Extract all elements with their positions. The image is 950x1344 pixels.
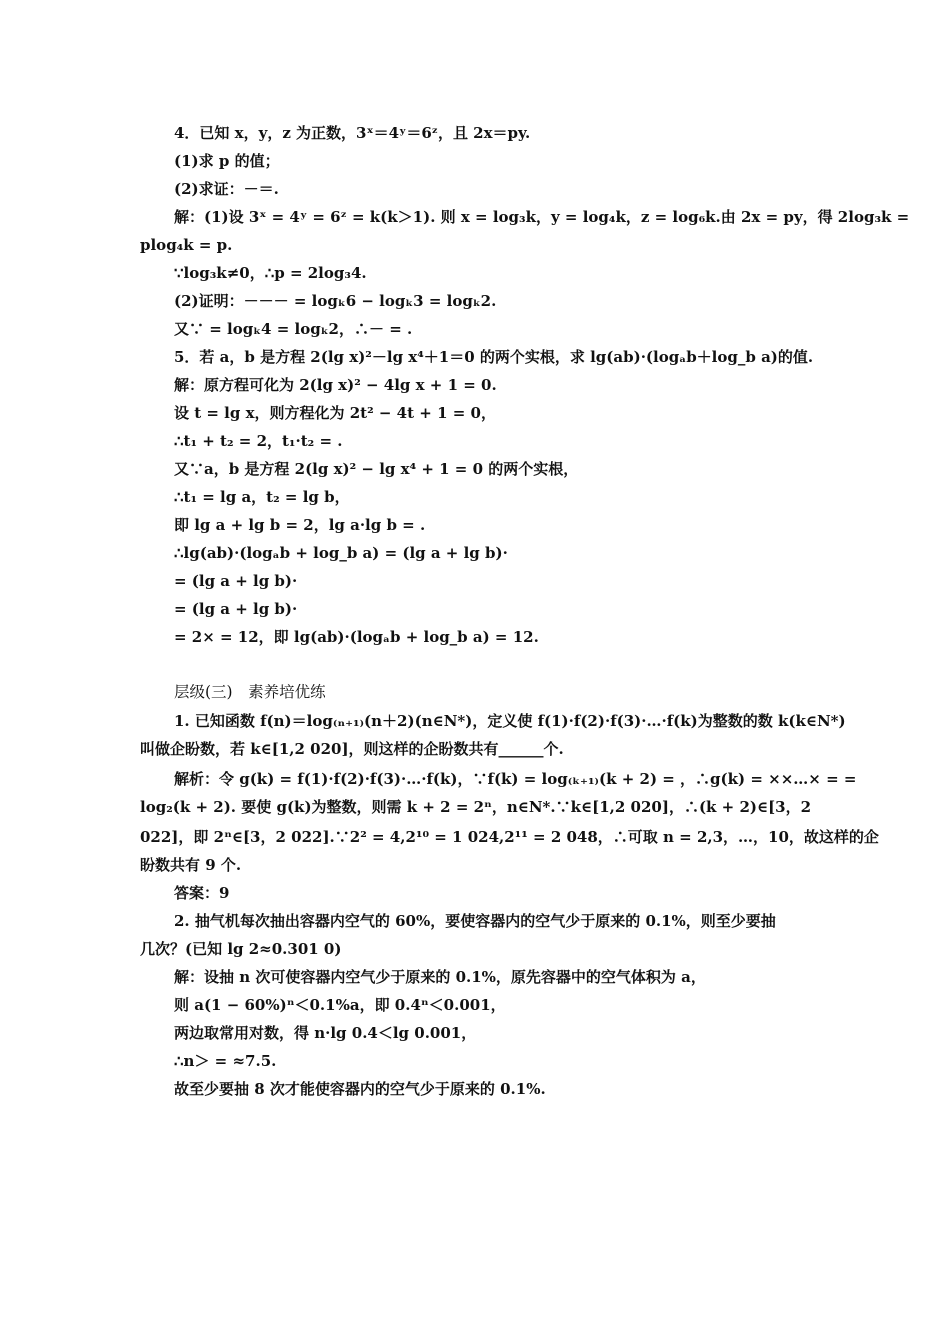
problem-1-stem: 叫做企盼数，若 k∈[1,2 020]，则这样的企盼数共有______个. [140,740,564,758]
problem-2-stem: 几次？(已知 lg 2≈0.301 0) [140,940,342,958]
question-4-solution-line: 又∵ = logₖ4 = logₖ2，∴－ = . [174,320,413,338]
question-5-solution-line: ∴t₁ = lg a，t₂ = lg b， [174,488,350,506]
question-4-solution-line: plog₄k = p. [140,236,233,254]
problem-1-solution-line: 盼数共有 9 个. [140,856,242,874]
question-5-solution-line: 又∵a，b 是方程 2(lg x)² − lg x⁴ + 1 = 0 的两个实根， [174,460,579,478]
question-5-solution-line: 即 lg a + lg b = 2，lg a·lg b = . [174,516,426,534]
question-5-solution-line: = (lg a + lg b)· [174,572,298,590]
problem-2-solution-line: 故至少要抽 8 次才能使容器内的空气少于原来的 0.1%. [174,1080,546,1098]
question-4-part-2: (2)求证：－＝. [174,180,279,198]
question-5-solution-line: ∴t₁ + t₂ = 2，t₁·t₂ = . [174,432,343,450]
problem-1-solution-line: 022]，即 2ⁿ∈[3，2 022].∵2² = 4,2¹⁰ = 1 024,2¹¹ = 2 048，∴可取 n = 2,3，…，10，故这样的企 [140,828,879,846]
question-4-solution-line: (2)证明：－－－ = logₖ6 − logₖ3 = logₖ2. [174,292,497,310]
question-5-solution-line: 设 t = lg x，则方程化为 2t² − 4t + 1 = 0， [174,404,496,422]
question-5-solution-line: 解：原方程可化为 2(lg x)² − 4lg x + 1 = 0. [174,376,497,394]
section-heading: 层级(三) 素养培优练 [174,683,326,701]
question-4-solution-line: ∵log₃k≠0，∴p = 2log₃4. [174,264,367,282]
question-4-stem: 4．已知 x，y，z 为正数，3ˣ＝4ʸ＝6ᶻ，且 2x＝py. [174,124,531,142]
problem-1-solution-line: 解析：令 g(k) = f(1)·f(2)·f(3)·…·f(k)，∵f(k) = log₍ₖ₊₁₎(k + 2) = ，∴g(k) = ××…× = = [174,770,857,788]
question-4-part-1: (1)求 p 的值； [174,152,280,170]
question-5-solution-line: ∴lg(ab)·(logₐb + log_b a) = (lg a + lg b)· [174,544,508,562]
question-5-stem: 5．若 a，b 是方程 2(lg x)²－lg x⁴＋1＝0 的两个实根，求 lg(ab)·(logₐb＋log_b a)的值. [174,348,814,366]
problem-1-answer: 答案：9 [174,884,230,902]
question-4-solution-line: 解：(1)设 3ˣ = 4ʸ = 6ᶻ = k(k＞1). 则 x = log₃k，y = log₄k，z = log₆k.由 2x = py，得 2log₃k = [174,208,910,226]
problem-2-stem: 2. 抽气机每次抽出容器内空气的 60%，要使容器内的空气少于原来的 0.1%，则至少要抽 [174,912,776,930]
problem-2-solution-line: 两边取常用对数，得 n·lg 0.4＜lg 0.001， [174,1024,477,1042]
question-5-solution-line: = (lg a + lg b)· [174,600,298,618]
problem-1-stem: 1. 已知函数 f(n)＝log₍ₙ₊₁₎(n＋2)(n∈N*)，定义使 f(1)·f(2)·f(3)·…·f(k)为整数的数 k(k∈N*) [174,712,846,730]
problem-2-solution-line: 解：设抽 n 次可使容器内空气少于原来的 0.1%，原先容器中的空气体积为 a， [174,968,706,986]
question-5-solution-line: = 2× = 12，即 lg(ab)·(logₐb + log_b a) = 12. [174,628,539,646]
problem-2-solution-line: ∴n＞ = ≈7.5. [174,1052,277,1070]
problem-1-solution-line: log₂(k + 2). 要使 g(k)为整数，则需 k + 2 = 2ⁿ，n∈N*.∵k∈[1,2 020]，∴(k + 2)∈[3，2 [140,798,812,816]
problem-2-solution-line: 则 a(1 − 60%)ⁿ＜0.1%a，即 0.4ⁿ＜0.001， [174,996,506,1014]
